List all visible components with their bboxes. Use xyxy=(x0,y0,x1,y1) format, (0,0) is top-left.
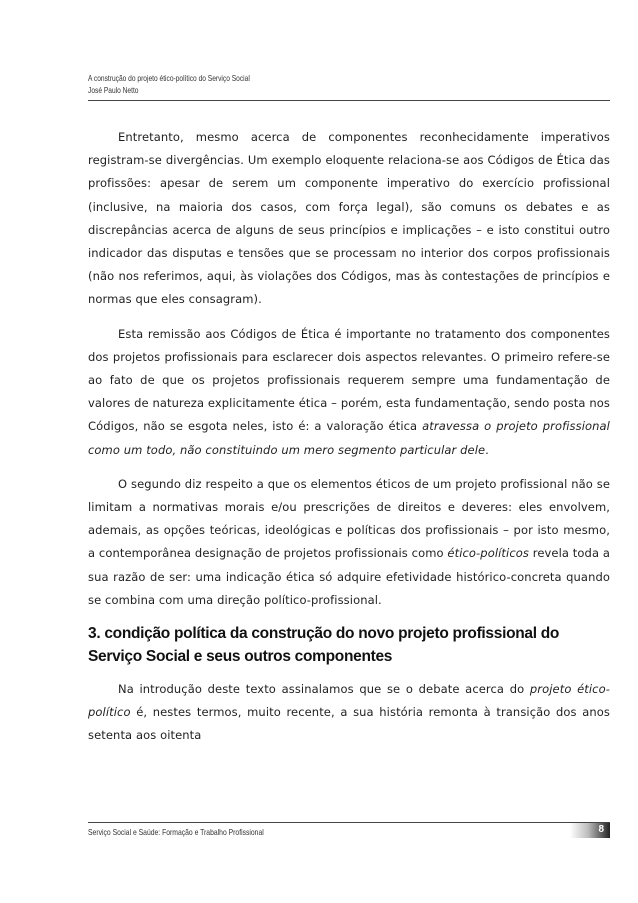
header-author: José Paulo Netto xyxy=(88,85,139,95)
paragraph-2-text: Esta remissão aos Códigos de Ética é importante no tratamento dos componentes dos projetos profissionais para esclarecer dois aspectos relevantes. O primeiro refere-se ao fato de que os projetos profissionais requerem sempre uma fundamentação de valores de natureza explicitamente ética – porém, esta fundamentação, sendo posta nos Códigos, não se esgota neles, isto é: a valoração ética xyxy=(88,326,610,434)
header-rule xyxy=(88,100,610,101)
header-title: A construção do projeto ético-político do Serviço Social xyxy=(88,73,250,83)
footer-text: Serviço Social e Saúde: Formação e Trabalho Profissional xyxy=(88,827,264,837)
page-number: 8 xyxy=(598,824,604,835)
running-header xyxy=(88,72,610,96)
paragraph-1-text: Entretanto, mesmo acerca de componentes reconhecidamente imperativos registram-se divergências. Um exemplo eloquente relaciona-se aos Códigos de Ética das profissões: apesar de serem um componente imperativo do exercício profissional (inclusive, na maioria dos casos, com força legal), são comuns os debates e as discrepâncias acerca de alguns de seus princípios e implicações – e isto constitui outro indicador das disputas e tensões que se processam no interior dos corpos profissionais (não nos referimos, aqui, às violações dos Códigos, mas às contestações de princípios e normas que eles consagram). xyxy=(88,130,610,307)
paragraph-2-emphasis: atravessa o projeto profissional como um todo, não constituindo um mero segmento particular dele xyxy=(88,419,610,457)
paragraph-2 xyxy=(88,323,610,462)
paragraph-4-end: é, nestes termos, muito recente, a sua história remonta à transição dos anos setenta aos oitenta xyxy=(88,705,610,743)
paragraph-4 xyxy=(88,678,610,748)
body-text xyxy=(88,126,610,612)
paragraph-4-text: Na introdução deste texto assinalamos que se o debate acerca do xyxy=(118,682,530,696)
running-footer xyxy=(88,822,610,838)
paragraph-3-text: O segundo diz respeito a que os elementos éticos de um projeto profissional não se limitam a normativas morais e/ou prescrições de direitos e deveres: eles envolvem, ademais, as opções teóricas, ideológicas e políticas dos profissionais – por isto mesmo, a contemporânea designação de projetos profissionais como xyxy=(88,476,610,561)
paragraph-4-emphasis: projeto ético-político xyxy=(88,682,610,720)
footer-rule xyxy=(88,822,610,823)
paragraph-3 xyxy=(88,473,610,612)
paragraph-3-end: revela toda a sua razão de ser: uma indicação ética só adquire efetividade histórico-concreta quando se combina com uma direção político-profissional. xyxy=(88,546,610,607)
paragraph-3-emphasis: ético-políticos xyxy=(447,546,529,561)
body-text-continued xyxy=(88,678,610,748)
page-number-box xyxy=(570,823,610,838)
paragraph-1 xyxy=(88,126,610,312)
paragraph-2-end: . xyxy=(485,442,489,457)
section-heading: 3. condição política da construção do novo projeto profissional do Serviço Social e seus outros componentes xyxy=(88,625,560,665)
